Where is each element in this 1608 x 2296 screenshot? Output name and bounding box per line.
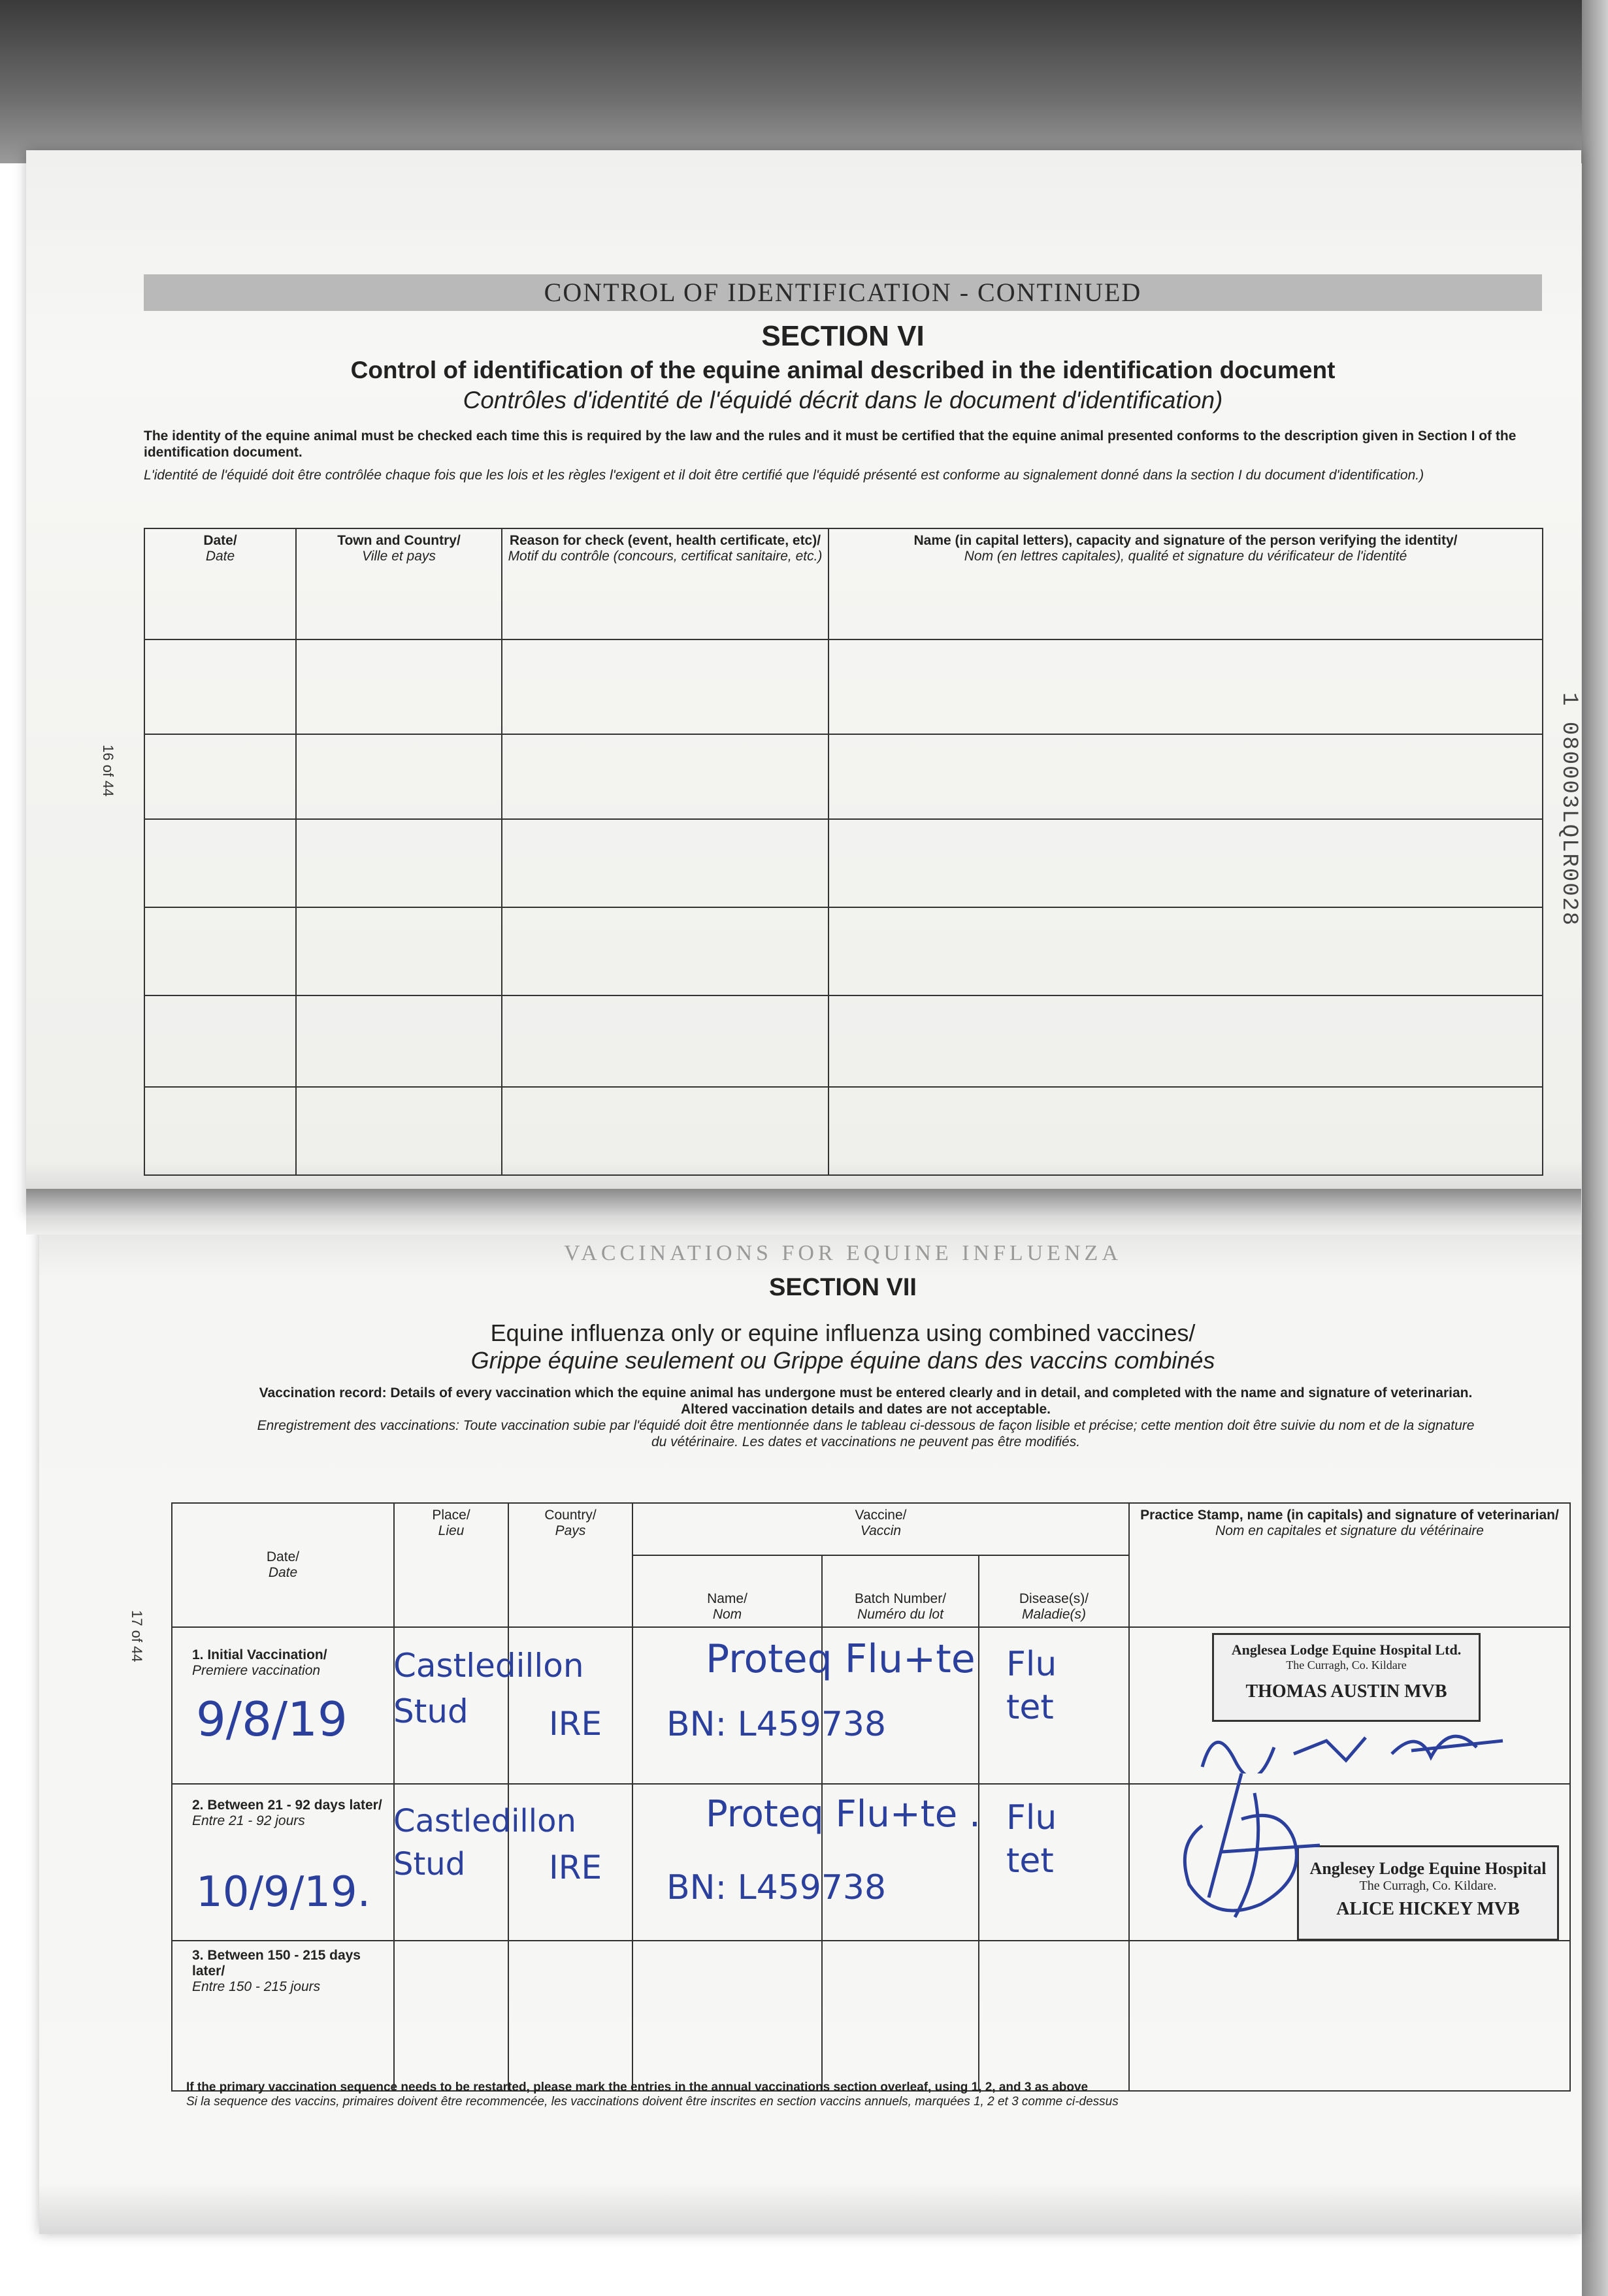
header-vaccine-name: Name/ Nom — [632, 1555, 822, 1627]
vaccination-row-2: 2. Between 21 - 92 days later/ Entre 21 - 92 jours — [172, 1784, 1570, 1941]
section7-ghost-banner: VACCINATIONS FOR EQUINE INFLUENZA — [564, 1241, 1122, 1265]
header-stamp: Practice Stamp, name (in capitals) and signature of veterinarian/ Nom en capitales et signature du vétérinaire — [1129, 1503, 1570, 1627]
row1-place-handwritten: Castledillon Stud — [393, 1647, 584, 1730]
row2-batch-handwritten: BN: L459738 — [666, 1868, 887, 1907]
table-row — [144, 1087, 1543, 1175]
page-number-top: 16 of 44 — [100, 745, 116, 797]
row1-batch-handwritten: BN: L459738 — [666, 1705, 887, 1744]
row1-disease-handwritten: Flu tet — [1006, 1645, 1057, 1727]
page-fold-shadow — [26, 1189, 1581, 1235]
header-vaccine: Vaccine/ Vaccin — [632, 1503, 1129, 1555]
header-date: Date/ Date — [172, 1503, 394, 1627]
vaccination-footnote: If the primary vaccination sequence needs to be restarted, please mark the entries in the annual vaccinations section overleaf, using 1, 2, and 3 as above Si la sequence des vaccins, primaires doivent être recommencée, les vaccinations doivent être inscrites en section vaccins annuels, marquées 1, 2 et 3 comme ci-dessus — [186, 2080, 1119, 2109]
section6-text-en: The identity of the equine animal must be checked each time this is required by the law and the rules and it must be certified that the equine animal presented conforms to the description given in Section I of the identification document. — [144, 428, 1517, 460]
col-reason: Reason for check (event, health certificate, etc)/ Motif du contrôle (concours, certificat sanitaire, etc.) — [502, 528, 829, 639]
row2-date-handwritten: 10/9/19. — [196, 1868, 371, 1916]
signature-alice-hickey — [1163, 1767, 1333, 1930]
section6-banner: CONTROL OF IDENTIFICATION - CONTINUED — [144, 274, 1542, 311]
row2-vaccine-handwritten: Proteq Flu+te . — [706, 1793, 981, 1835]
section6-title-fr: Contrôles d'identité de l'équidé décrit dans le document d'identification) — [463, 387, 1223, 413]
vaccination-row-3: 3. Between 150 - 215 days later/ Entre 150 - 215 jours — [172, 1941, 1570, 2091]
vaccination-record-instructions: Vaccination record: Details of every vaccination which the equine animal has undergone must be entered clearly and in detail, and completed with the name and signature of veterinarian. Altered vaccination details and dates are not acceptable. Enregistrement des vaccinations: Toute vaccination subie par l'équidé doit être mentionnée dans le tableau ci-dessous de façon lisible et précise; cette mention doit être suivie du nom et de la signature du vétérinaire. Les dates et vaccinations ne peuvent pas être modifiés. — [257, 1385, 1475, 1449]
header-disease: Disease(s)/ Maladie(s) — [979, 1555, 1129, 1627]
practice-stamp-2: Anglesey Lodge Equine Hospital The Curragh, Co. Kildare. ALICE HICKEY MVB — [1297, 1845, 1559, 1941]
page-edge-code: 1 080003LQLR0028 — [1556, 692, 1581, 927]
signature-thomas-austin — [1196, 1715, 1509, 1773]
row2-place-handwritten: Castledillon Stud — [393, 1803, 576, 1883]
identity-check-table — [144, 528, 1543, 1176]
row1-date-handwritten: 9/8/19 — [196, 1692, 348, 1747]
section6-heading: SECTION VI — [761, 320, 925, 352]
table-row — [144, 734, 1543, 819]
table-row — [144, 995, 1543, 1087]
section7-title-en: Equine influenza only or equine influenza using combined vaccines/ — [490, 1319, 1196, 1346]
section7-title-fr: Grippe équine seulement ou Grippe équine dans des vaccins combinés — [470, 1347, 1215, 1374]
col-verifier: Name (in capital letters), capacity and signature of the person verifying the identity/ Nom (en lettres capitales), qualité et signature du vérificateur de l'identité — [829, 528, 1543, 639]
table-header-row — [144, 528, 1543, 639]
scanner-edge-shadow — [1582, 0, 1608, 2296]
col-date: Date/ Date — [144, 528, 296, 639]
section6-title-en: Control of identification of the equine animal described in the identification document — [350, 357, 1336, 383]
vaccination-row-1: 1. Initial Vaccination/ Premiere vaccination — [172, 1627, 1570, 1784]
scanner-lid-shadow — [0, 0, 1608, 163]
section7-heading: SECTION VII — [769, 1274, 917, 1301]
header-country: Country/ Pays — [508, 1503, 632, 1627]
header-place: Place/ Lieu — [394, 1503, 508, 1627]
row1-country-handwritten: IRE — [549, 1705, 602, 1743]
col-town-country: Town and Country/ Ville et pays — [296, 528, 502, 639]
row2-country-handwritten: IRE — [549, 1849, 602, 1886]
practice-stamp-1: Anglesea Lodge Equine Hospital Ltd. The Curragh, Co. Kildare THOMAS AUSTIN MVB — [1212, 1633, 1481, 1722]
header-batch: Batch Number/ Numéro du lot — [822, 1555, 979, 1627]
page-number-bottom: 17 of 44 — [129, 1610, 145, 1662]
row2-disease-handwritten: Flu tet — [1006, 1798, 1057, 1881]
table-row — [144, 907, 1543, 995]
row1-vaccine-handwritten: Proteq Flu+te — [706, 1636, 976, 1682]
table-row — [144, 819, 1543, 907]
section6-text-fr: L'identité de l'équidé doit être contrôlée chaque fois que les lois et les règles l'exigent et il doit être certifié que l'équidé présenté est conforme au signalement donné dans la section I du document d'identification.) — [144, 468, 1424, 483]
table-row — [144, 639, 1543, 734]
